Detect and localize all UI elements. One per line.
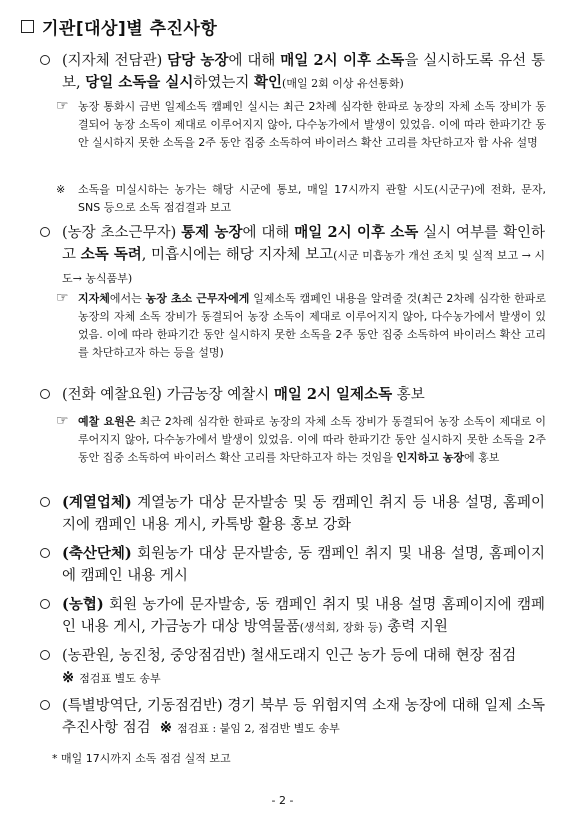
note-local-government (56, 290, 546, 362)
list-item-farm-checkpoint (40, 222, 545, 290)
note-unsanitized-report (56, 181, 546, 217)
circle-bullet-icon (40, 548, 50, 558)
reference-mark-icon: ※ (56, 183, 66, 196)
pointing-hand-icon: ☞ (56, 290, 69, 306)
item-text: (농장 초소근무자) 통제 농장에 대해 매일 2시 이후 소독 실시 여부를 확인하고 소독 독려, 미흡시에는 해당 지자체 보고(시군 미흡농가 개선 조치 및 실적 보고 → 시도→ 농식품부) (62, 224, 545, 285)
page-number: - 2 - (271, 794, 294, 807)
list-item-integrated-companies (40, 492, 545, 536)
list-item-phone-surveillance (40, 384, 545, 406)
item-text: (지자체 전담관) 담당 농장에 대해 매일 2시 이후 소독을 실시하도록 유선 통보, 당일 소독을 실시하였는지 확인(매일 2회 이상 유선통화) (62, 52, 545, 91)
list-item-special-task-force (40, 695, 545, 740)
item-text: (축산단체) 회원농가 대상 문자발송, 동 캠페인 취지 및 내용 설명, 홈페이지에 캠페인 내용 게시 (62, 545, 545, 584)
section-title: 기관[대상]별 추진사항 (42, 19, 218, 39)
circle-bullet-icon (40, 227, 50, 237)
list-item-nonghyup (40, 594, 545, 639)
item-text: (농관원, 농진청, 중앙점검반) 철새도래지 인근 농가 등에 대해 현장 점검 ※ 점검표 별도 송부 (62, 648, 517, 686)
item-text: (계열업체) 계열농가 대상 문자발송 및 동 캠페인 취지 등 내용 설명, 홈페이지에 캠페인 내용 게시, 카톡방 활용 홍보 강화 (62, 494, 545, 533)
circle-bullet-icon (40, 389, 50, 399)
list-item-livestock-groups (40, 543, 545, 587)
footnote (52, 750, 231, 766)
footnote-text: 매일 17시까지 소독 점검 실적 보고 (61, 752, 231, 765)
item-text: (전화 예찰요원) 가금농장 예찰시 매일 2시 일제소독 홍보 (62, 386, 425, 403)
circle-bullet-icon (40, 55, 50, 65)
note-text: 소독을 미실시하는 농가는 해당 시군에 통보, 매일 17시까지 관할 시도(시군구)에 전화, 문자, SNS 등으로 소독 점검결과 보고 (78, 183, 546, 214)
item-text: (농협) 회원 농가에 문자발송, 동 캠페인 취지 및 내용 설명 홈페이지에 캠페인 내용 게시, 가금농가 대상 방역물품(생석회, 장화 등) 총력 지원 (62, 596, 545, 635)
circle-bullet-icon (40, 650, 50, 660)
checkbox-square-icon (21, 20, 34, 33)
list-item-local-government (40, 50, 545, 95)
circle-bullet-icon (40, 700, 50, 710)
pointing-hand-icon: ☞ (56, 98, 69, 114)
pointing-hand-icon: ☞ (56, 413, 69, 429)
note-phone-call (56, 98, 546, 152)
section-heading (21, 14, 217, 39)
note-text: 지자체에서는 농장 초소 근무자에게 일제소독 캠페인 내용을 알려줄 것(최근 2차례 심각한 한파로 농장의 자체 소독 장비가 동결되어 농장 소독이 제대로 이루어지지 않아, 다수농가에서 발생이 있었음. 이에 따라 한파기간 동안 실시하지 못한 소독을 2주 동안 집중 소독하여 바이러스 확산 고리를 차단하고자 하는 등을 설명) (78, 292, 547, 359)
item-text: (특별방역단, 기동점검반) 경기 북부 등 위험지역 소재 농장에 대해 일제 소독 추진사항 점검 ※ 점검표 : 붙임 2, 점검반 별도 송부 (62, 698, 545, 736)
note-text: 농장 통화시 금번 일제소독 캠페인 실시는 최근 2차례 심각한 한파로 농장의 자체 소독 장비가 동결되어 농장 소독이 제대로 이루어지지 않아, 다수농가에서 발생이 있었음. 이에 따라 한파기간 동안 실시하지 못한 소독을 2주 동안 집중 소독하여 바이러스 확산 고리를 차단하고자 함 사유 설명 (78, 100, 546, 149)
list-item-field-inspection (40, 645, 545, 690)
note-text: 예찰 요원은 최근 2차례 심각한 한파로 농장의 자체 소독 장비가 동결되어 농장 소독이 제대로 이루어지지 않아, 다수농가에서 발생이 있었음. 이에 따라 한파기간 동안 실시하지 못한 소독을 2주 동안 집중 소독하여 바이러스 확산 고리를 차단하고자 하는 것임을 인지하고 농장에 홍보 (78, 415, 546, 464)
note-surveillance-staff (56, 413, 546, 467)
circle-bullet-icon (40, 599, 50, 609)
asterisk-icon: * (52, 752, 58, 765)
circle-bullet-icon (40, 497, 50, 507)
